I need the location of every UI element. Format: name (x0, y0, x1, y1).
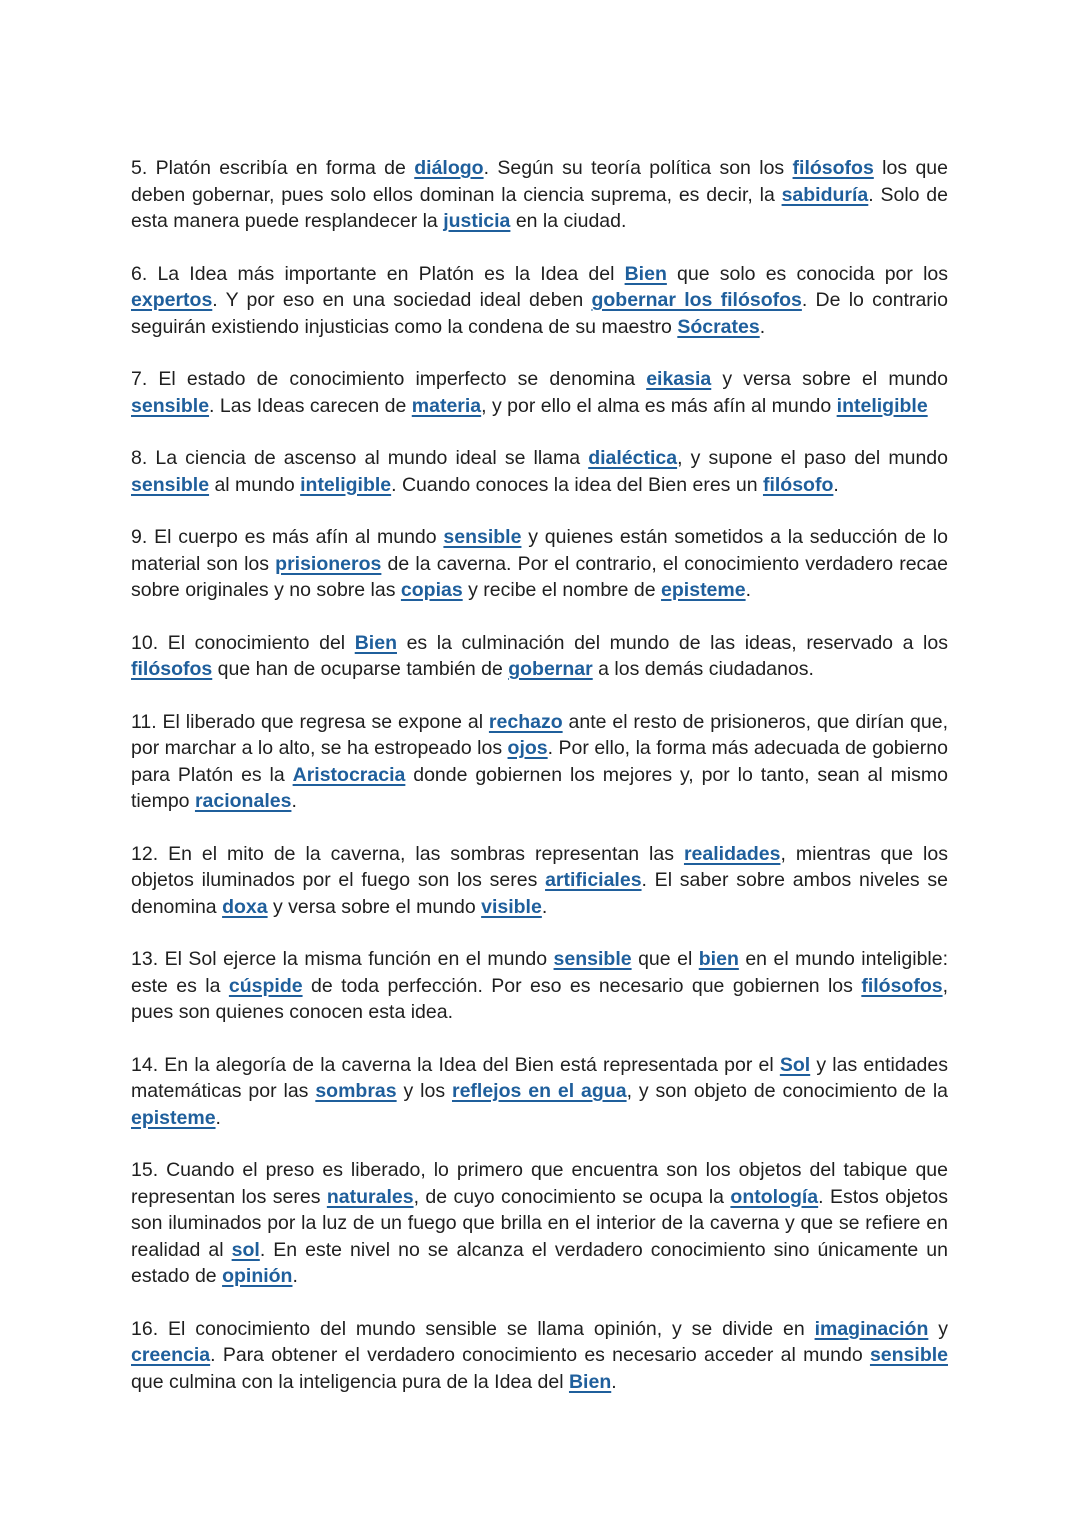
paragraph-text: . Para obtener el verdadero conocimiento es necesario acceder al mundo (210, 1344, 870, 1366)
answer-keyword: imaginación (814, 1317, 929, 1340)
paragraph-text: , y son objeto de conocimiento de la (626, 1080, 948, 1102)
paragraph-text: . Solo de esta manera puede resplandecer la (131, 183, 948, 232)
paragraph-text: . De lo contrario seguirán existiendo injusticias como la condena de su maestro (131, 289, 948, 338)
paragraph-text: que solo es conocida por los (666, 262, 949, 285)
paragraph-text: y versa sobre el mundo (711, 368, 948, 390)
answer-keyword: gobernar los filósofos (591, 289, 802, 311)
question-paragraph (131, 1157, 948, 1290)
answer-keyword: sensible (443, 526, 522, 548)
question-paragraph (131, 524, 948, 604)
answer-keyword: sol (231, 1238, 260, 1261)
answer-keyword: sombras (315, 1080, 397, 1102)
answer-keyword: filósofos (131, 658, 213, 680)
paragraph-text: que culmina con la inteligencia pura de la Idea del (131, 1370, 569, 1393)
paragraph-text: , de cuyo conocimiento se ocupa la (413, 1185, 731, 1208)
paragraph-text: . (291, 790, 297, 812)
paragraph-text: 10. El conocimiento del (131, 631, 355, 654)
answer-keyword: sensible (131, 473, 210, 496)
paragraph-text: en la ciudad. (510, 210, 627, 232)
paragraph-text: ante el resto de prisioneros, que dirían que, por marchar a lo alto, se ha estropeado los (131, 710, 948, 759)
answer-keyword: rechazo (488, 710, 563, 733)
answer-keyword: Bien (354, 631, 397, 654)
answer-keyword: ontología (730, 1185, 819, 1208)
paragraph-text: . (745, 579, 752, 601)
question-paragraph (131, 630, 948, 683)
paragraph-text: y recibe el nombre de (462, 579, 662, 601)
paragraph-text: 9. El cuerpo es más afín al mundo (131, 526, 444, 548)
answer-keyword: prisioneros (275, 552, 382, 575)
paragraph-text: . (215, 1106, 221, 1129)
answer-keyword: inteligible (836, 394, 928, 417)
answer-keyword: realidades (683, 842, 781, 865)
answer-keyword: diálogo (414, 157, 484, 179)
paragraph-text: es la culminación del mundo de las ideas, reservado a los (396, 631, 948, 654)
paragraph-text: , y supone el paso del mundo (677, 447, 948, 469)
question-paragraph (131, 445, 948, 498)
paragraph-text: 14. En la alegoría de la caverna la Idea del Bien está representada por el (131, 1053, 780, 1076)
answer-keyword: doxa (222, 895, 268, 918)
paragraph-text: , mientras que los objetos iluminados por el fuego son los seres (131, 842, 948, 891)
paragraph-text: 12. En el mito de la caverna, las sombras representan las (131, 842, 684, 865)
answer-keyword: episteme (131, 1106, 216, 1129)
answer-keyword: filósofos (861, 974, 943, 997)
answer-keyword: Bien (624, 262, 667, 285)
answer-keyword: bien (698, 948, 739, 970)
paragraph-text: . (833, 473, 839, 496)
paragraph-text: y (928, 1317, 948, 1340)
paragraph-text: al mundo (209, 473, 301, 496)
paragraph-text: 6. La Idea más importante en Platón es la Idea del (131, 262, 625, 285)
question-paragraph (131, 1052, 948, 1132)
paragraph-text: 5. Platón escribía en forma de (131, 157, 415, 179)
paragraph-text: . Según su teoría política son los (483, 157, 793, 179)
paragraph-text: y versa sobre el mundo (267, 895, 482, 918)
answer-keyword: dialéctica (588, 447, 678, 469)
paragraph-text: . Las Ideas carecen de (209, 394, 412, 417)
paragraph-text: . El saber sobre ambos niveles se denomina (131, 869, 948, 918)
answer-keyword: Sócrates (677, 315, 760, 338)
answer-keyword: racionales (194, 790, 292, 812)
answer-keyword: opinión (222, 1265, 293, 1287)
answer-keyword: sabiduría (781, 183, 869, 206)
answer-keyword: ojos (507, 737, 548, 759)
paragraph-text: a los demás ciudadanos. (592, 658, 814, 680)
paragraph-text: y las entidades matemáticas por las (131, 1053, 948, 1102)
question-paragraph (131, 261, 948, 341)
answer-keyword: materia (411, 394, 482, 417)
question-paragraph (131, 155, 948, 235)
answer-keyword: sensible (553, 948, 632, 970)
answer-keyword: sensible (131, 394, 210, 417)
question-paragraph (131, 709, 948, 815)
document-body (131, 155, 948, 1421)
paragraph-text: , y por ello el alma es más afín al mundo (481, 394, 837, 417)
paragraph-text: 8. La ciencia de ascenso al mundo ideal se llama (131, 447, 589, 469)
paragraph-text: 7. El estado de conocimiento imperfecto se denomina (131, 368, 647, 390)
paragraph-text: . Cuando conoces la idea del Bien eres un (391, 473, 763, 496)
answer-keyword: justicia (443, 210, 511, 232)
answer-keyword: visible (481, 895, 542, 918)
answer-keyword: filósofos (792, 157, 874, 179)
paragraph-text: . (292, 1265, 298, 1287)
answer-keyword: Aristocracia (292, 763, 406, 786)
paragraph-text: . (611, 1370, 617, 1393)
answer-keyword: copias (400, 579, 463, 601)
answer-keyword: gobernar (508, 658, 593, 680)
paragraph-text: . (541, 895, 548, 918)
answer-keyword: eikasia (646, 368, 712, 390)
answer-keyword: Bien (568, 1370, 612, 1393)
paragraph-text: de toda perfección. Por eso es necesario que gobiernen los (302, 974, 862, 997)
paragraph-text: 11. El liberado que regresa se expone al (131, 710, 489, 733)
paragraph-text: que han de ocuparse también de (212, 658, 509, 680)
paragraph-text: y los (396, 1080, 452, 1102)
answer-keyword: cúspide (228, 974, 303, 997)
paragraph-text: . Por ello, la forma más adecuada de gobierno para Platón es la (131, 737, 948, 786)
paragraph-text: que el (631, 948, 699, 970)
answer-keyword: artificiales (545, 869, 642, 891)
answer-keyword: expertos (131, 289, 213, 311)
answer-keyword: episteme (661, 579, 746, 601)
question-paragraph (131, 841, 948, 921)
answer-keyword: naturales (326, 1185, 414, 1208)
paragraph-text: de la caverna. Por el contrario, el conocimiento verdadero recae sobre originales y no sobre las (131, 552, 948, 601)
paragraph-text: en el mundo inteligible: este es la (131, 948, 949, 997)
answer-keyword: filósofo (762, 473, 834, 496)
paragraph-text: 16. El conocimiento del mundo sensible se llama opinión, y se divide en (131, 1317, 815, 1340)
paragraph-text: . Y por eso en una sociedad ideal deben (212, 289, 592, 311)
paragraph-text: los que deben gobernar, pues solo ellos dominan la ciencia suprema, es decir, la (131, 157, 948, 206)
answer-keyword: reflejos en el agua (451, 1080, 627, 1102)
paragraph-text: . (759, 315, 766, 338)
paragraph-text: 15. Cuando el preso es liberado, lo primero que encuentra son los objetos del tabique que representan los seres (131, 1159, 948, 1208)
answer-keyword: Sol (779, 1053, 811, 1076)
question-paragraph (131, 1316, 948, 1396)
question-paragraph (131, 946, 948, 1026)
answer-keyword: inteligible (300, 473, 392, 496)
paragraph-text: y quienes están sometidos a la seducción de lo material son los (131, 526, 949, 575)
paragraph-text: , pues son quienes conocen esta idea. (131, 974, 948, 1023)
paragraph-text: donde gobiernen los mejores y, por lo tanto, sean al mismo tiempo (131, 763, 948, 812)
question-paragraph (131, 366, 948, 419)
answer-keyword: creencia (131, 1344, 211, 1366)
paragraph-text: . En este nivel no se alcanza el verdadero conocimiento sino únicamente un estado de (131, 1238, 948, 1287)
paragraph-text: . Estos objetos son iluminados por la luz de un fuego que brilla en el interior de la caverna y que se refiere en realidad al (131, 1185, 948, 1261)
answer-keyword: sensible (869, 1344, 948, 1366)
paragraph-text: 13. El Sol ejerce la misma función en el mundo (131, 948, 554, 970)
